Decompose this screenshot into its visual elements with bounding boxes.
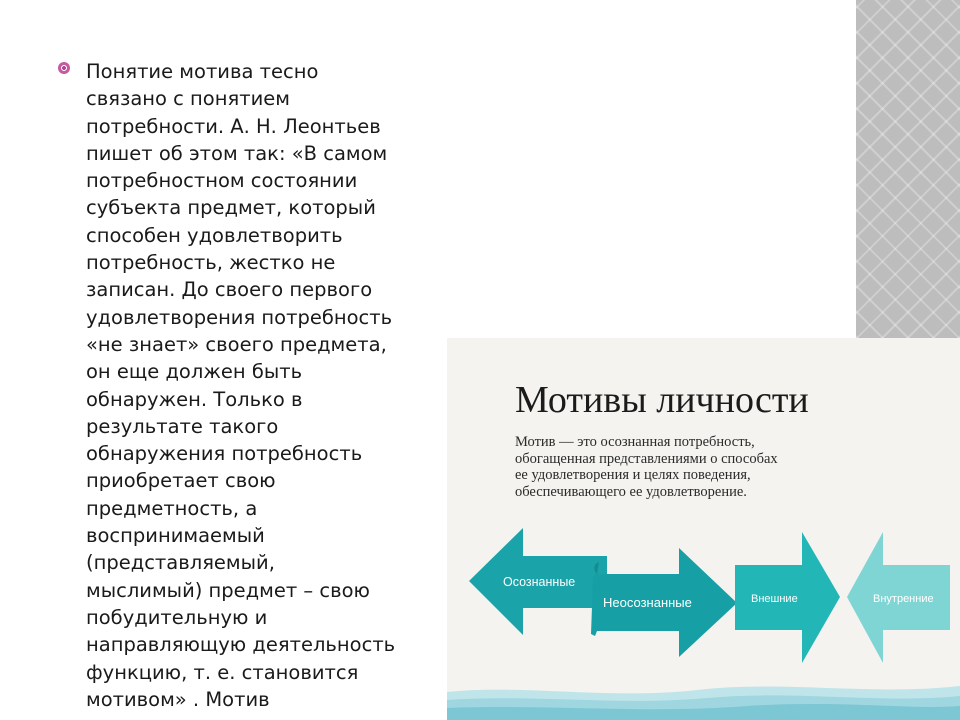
bullet-text: Понятие мотива тесно связано с понятием потребности. А. Н. Леонтьев пишет об этом так: «В самом потребностном состоянии субъекта предмет, который способен удовлетворить потребность, жестко не записан. До своего первого удовлетворения потребность «не знает» своего предмета, он еще должен быть обнаружен. Только в результате такого обнаружения потребность приобретает свою предметность, а воспринимаемый (представляемый, мыслимый) предмет – свою побудительную и направляющую деятельность функцию, т. е. становится мотивом» . Мотив [86, 60, 396, 711]
arrow-label-unconscious: Неосознанные [603, 595, 692, 610]
picture-title: Мотивы личности [515, 379, 809, 421]
motives-picture [447, 338, 960, 720]
decorative-wave [447, 676, 960, 720]
bullet-icon [58, 62, 70, 74]
arrow-label-internal: Внутренние [873, 593, 934, 605]
arrow-label-external: Внешние [751, 593, 798, 605]
picture-definition: Мотив — это осознанная потребность, обогащенная представлениями о способах ее удовлетворения и целях поведения, обеспечивающего ее удовлетворение. [515, 434, 778, 500]
motive-arrows-diagram [447, 338, 960, 720]
arrow-label-conscious: Осознанные [503, 575, 576, 589]
